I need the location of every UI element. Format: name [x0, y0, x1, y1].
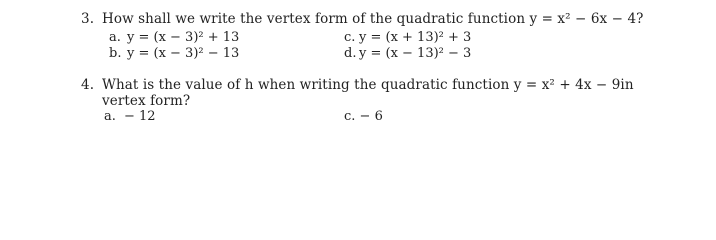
question-3 — [81, 11, 701, 27]
question-number: 3. — [81, 11, 95, 27]
choice-3c — [344, 30, 544, 45]
choice-text: y = (x − 13)² − 3 — [359, 46, 472, 61]
choice-3a — [109, 30, 309, 45]
choice-text: c. − 6 — [344, 109, 383, 124]
choice-letter: a. — [109, 30, 121, 45]
question-text-line-1: What is the value of h when writing the quadratic function y = x² + 4x − 9in — [102, 77, 634, 93]
choice-letter: b. — [109, 46, 122, 61]
choice-text: y = (x − 3)² − 13 — [127, 46, 240, 61]
choice-4a — [104, 109, 304, 124]
question-number: 4. — [81, 77, 95, 93]
choice-letter: a. — [104, 109, 116, 124]
choice-4c — [344, 109, 544, 124]
question-text-line-2: vertex form? — [102, 93, 191, 109]
choice-text: − 12 — [124, 109, 156, 124]
question-text: How shall we write the vertex form of the quadratic function y = x² − 6x − 4? — [102, 11, 644, 27]
choice-text: y = (x + 13)² + 3 — [359, 30, 472, 45]
question-4-continuation — [102, 93, 402, 109]
choice-text: y = (x − 3)² + 13 — [127, 30, 240, 45]
question-4 — [81, 77, 701, 93]
choice-3d — [344, 46, 544, 61]
choice-letter: c. — [344, 30, 356, 45]
choice-letter: d. — [344, 46, 357, 61]
choice-3b — [109, 46, 309, 61]
